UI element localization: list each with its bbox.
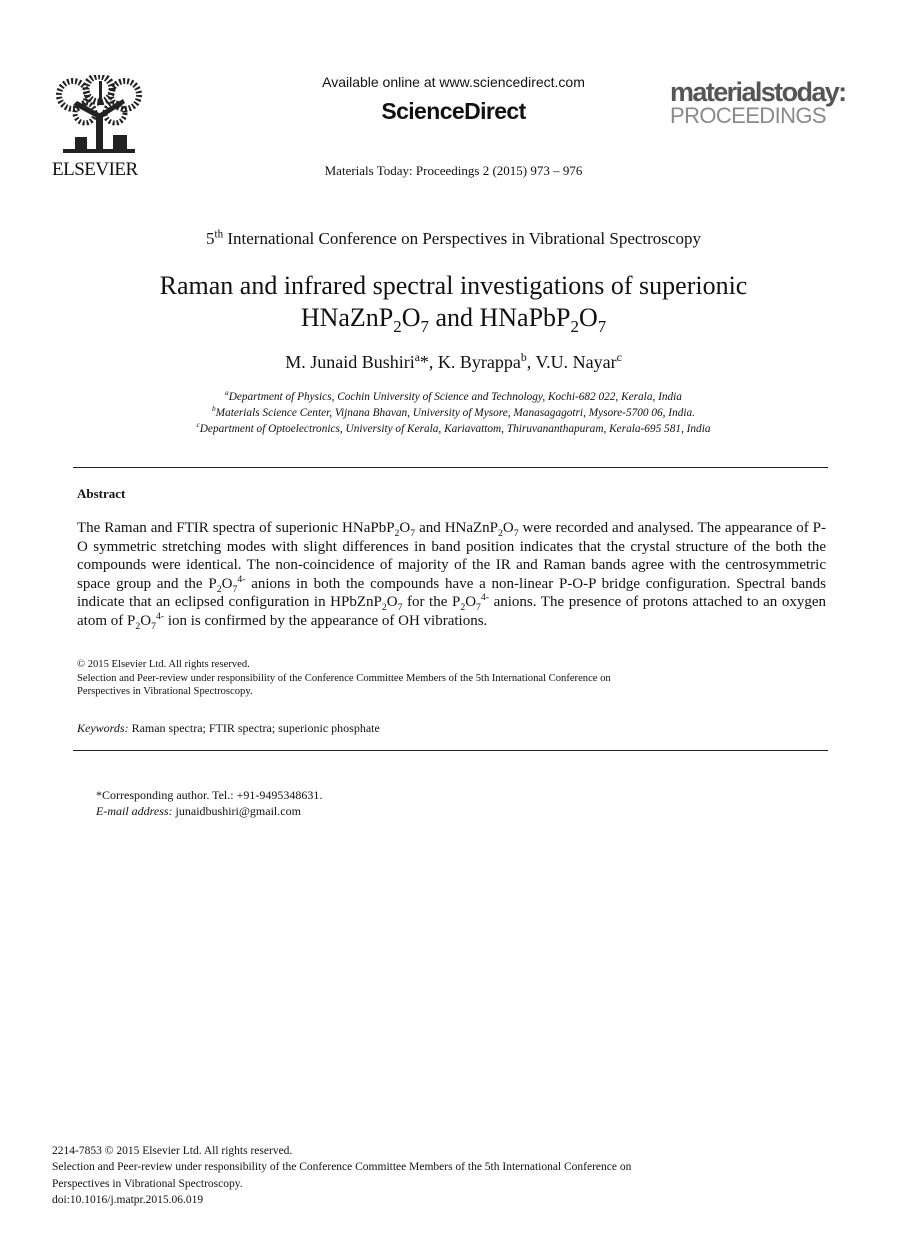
proceedings-logo: PROCEEDINGS (670, 103, 826, 128)
available-online: Available online at www.sciencedirect.com (322, 74, 585, 90)
bottom-divider (73, 750, 828, 751)
doi-link[interactable]: doi:10.1016/j.matpr.2015.06.019 (52, 1193, 204, 1206)
keywords: Keywords: Raman spectra; FTIR spectra; superionic phosphate (77, 721, 380, 735)
copyright-block: © 2015 Elsevier Ltd. All rights reserved. Selection and Peer-review under responsibility of the Conference Committee Members of the 5th International Conference on Perspectives in Vibrational Spectroscopy. (77, 659, 611, 697)
conference-name: 5th International Conference on Perspectives in Vibrational Spectroscopy (206, 228, 701, 248)
top-divider (73, 467, 828, 468)
author: V.U. Nayar (535, 352, 617, 372)
affiliation: $^c$Department of Optoelectronics, University of Kerala, Kariavattom, Thiruvananthapuram, Kerala-695 581, India (196, 420, 711, 435)
sciencedirect-logo: ScienceDirect (381, 98, 526, 124)
author-list: M. Junaid Bushiri$^a$*, K. Byrappa$^b$, V.U. Nayar$^c$ (285, 351, 622, 372)
affiliations (0, 389, 907, 437)
abstract-heading: Abstract (77, 486, 126, 501)
affiliation: $^a$Department of Physics, Cochin University of Science and Technology, Kochi-682 022, Kerala, India (225, 388, 682, 403)
page-footer: 2214-7853 © 2015 Elsevier Ltd. All rights reserved. Selection and Peer-review under responsibility of the Conference Committee Members of the 5th International Conference on Perspectives in Vibrational Spectroscopy. doi:10.1016/j.matpr.2015.06.019 (52, 1143, 631, 1208)
elsevier-wordmark: ELSEVIER (52, 159, 138, 180)
corresponding-footnote: *Corresponding author. Tel.: +91-9495348631. E-mail address: junaidbushiri@gmail.com (96, 788, 323, 818)
journal-citation: Materials Today: Proceedings 2 (2015) 973 – 976 (324, 163, 583, 178)
paper-title: Raman and infrared spectral investigations of superionic $HNaZnP_2O_7$ and $HNaPbP_2O_7$ (159, 271, 748, 337)
author: M. Junaid Bushiri (285, 352, 415, 372)
abstract-body: The Raman and FTIR spectra of superionic $HNaPbP_2O_7$ and $HNaZnP_2O_7$ were recorded and analysed. The appearance of P-O symmetric stretching modes with slight differences in band position indicates that the crystal structure of the both the compounds were identical. The non-coincidence of majority of the IR and Raman bands agree with the centrosymmetric space group and the $P_2O_7^{4-}$ anions in both the compounds have a non-linear P-O-P bridge configuration. Spectral bands indicate that an eclipsed configuration in $HPbZnP_2O_7$ for the $P_2O_7^{4-}$ anions. The presence of protons attached to an oxygen atom of $P_2O_7^{4-}$ ion is confirmed by the appearance of OH vibrations. (77, 520, 827, 632)
affiliation: $^b$Materials Science Center, Vijnana Bhavan, University of Mysore, Manasagagotri, Mysore-5700 06, India. (212, 404, 695, 419)
materials-today-logo: materialstoday: (670, 77, 846, 107)
email-link[interactable]: junaidbushiri@gmail.com (172, 803, 301, 818)
author: K. Byrappa (437, 352, 521, 372)
